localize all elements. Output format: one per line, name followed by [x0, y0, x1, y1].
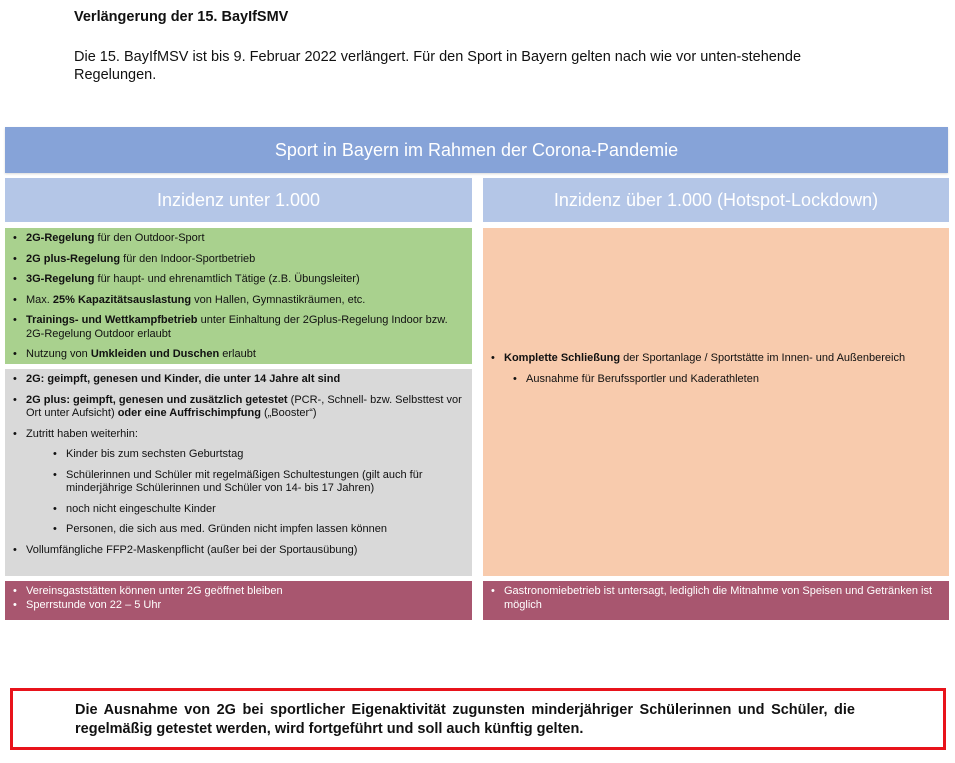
left-column-header: Inzidenz unter 1.000 [5, 178, 472, 222]
sub-list-item: • Personen, die sich aus med. Gründen nicht impfen lassen können [53, 523, 464, 537]
list-item: • Max. 25% Kapazitätsauslastung von Hallen, Gymnastikräumen, etc. [13, 294, 464, 308]
list-item: • 3G-Regelung für haupt- und ehrenamtlich Tätige (z.B. Übungsleiter) [13, 273, 464, 287]
main-banner: Sport in Bayern im Rahmen der Corona-Pandemie [5, 127, 948, 173]
list-item: • Gastronomiebetrieb ist untersagt, lediglich die Mitnahme von Speisen und Getränken ist möglich [491, 585, 941, 612]
list-item: • Komplette Schließung der Sportanlage / Sportstätte im Innen- und Außenbereich [491, 352, 941, 366]
sub-list-item: • Kinder bis zum sechsten Geburtstag [53, 448, 464, 462]
right-column-header: Inzidenz über 1.000 (Hotspot-Lockdown) [483, 178, 949, 222]
exception-notice: Die Ausnahme von 2G bei sportlicher Eigenaktivität zugunsten minderjähriger Schülerinnen und Schüler, die regelmäßig getestet werden, wird fortgeführt und soll auch künftig gelten. [10, 688, 946, 750]
left-gastro-box [5, 581, 472, 620]
green-rules-box [5, 228, 472, 364]
list-item: • 2G plus: geimpft, genesen und zusätzlich getestet (PCR-, Schnell- bzw. Selbsttest vor Ort unter Aufsicht) oder eine Auffrischimpfung („Booster“) [13, 394, 464, 421]
list-item: • Vereinsgaststätten können unter 2G geöffnet bleiben [13, 585, 464, 599]
list-item: • Zutritt haben weiterhin: [13, 428, 464, 442]
sub-list-item: • noch nicht eingeschulte Kinder [53, 503, 464, 517]
document-heading: Verlängerung der 15. BayIfSMV [74, 9, 289, 25]
sub-list-item: • Schülerinnen und Schüler mit regelmäßigen Schultestungen (gilt auch für minderjährige Schülerinnen und Schüler von 14- bis 17 Jahren) [53, 469, 464, 496]
list-item: • Nutzung von Umkleiden und Duschen erlaubt [13, 348, 464, 362]
list-item: • Sperrstunde von 22 – 5 Uhr [13, 599, 464, 613]
list-item: • 2G plus-Regelung für den Indoor-Sportbetrieb [13, 253, 464, 267]
list-item: • Vollumfängliche FFP2-Maskenpflicht (außer bei der Sportausübung) [13, 544, 464, 558]
intro-paragraph: Die 15. BayIfMSV ist bis 9. Februar 2022 verlängert. Für den Sport in Bayern gelten nach wie vor unten-stehende Regelungen. [74, 49, 802, 83]
grey-access-box [5, 369, 472, 576]
sub-list-item: • Ausnahme für Berufssportler und Kaderathleten [513, 373, 941, 387]
right-gastro-box [483, 581, 949, 620]
peach-lockdown-box [483, 228, 949, 576]
list-item: • Trainings- und Wettkampfbetrieb unter Einhaltung der 2Gplus-Regelung Indoor bzw. 2G-Regelung Outdoor erlaubt [13, 314, 464, 341]
list-item: • 2G-Regelung für den Outdoor-Sport [13, 232, 464, 246]
list-item: • 2G: geimpft, genesen und Kinder, die unter 14 Jahre alt sind [13, 373, 464, 387]
